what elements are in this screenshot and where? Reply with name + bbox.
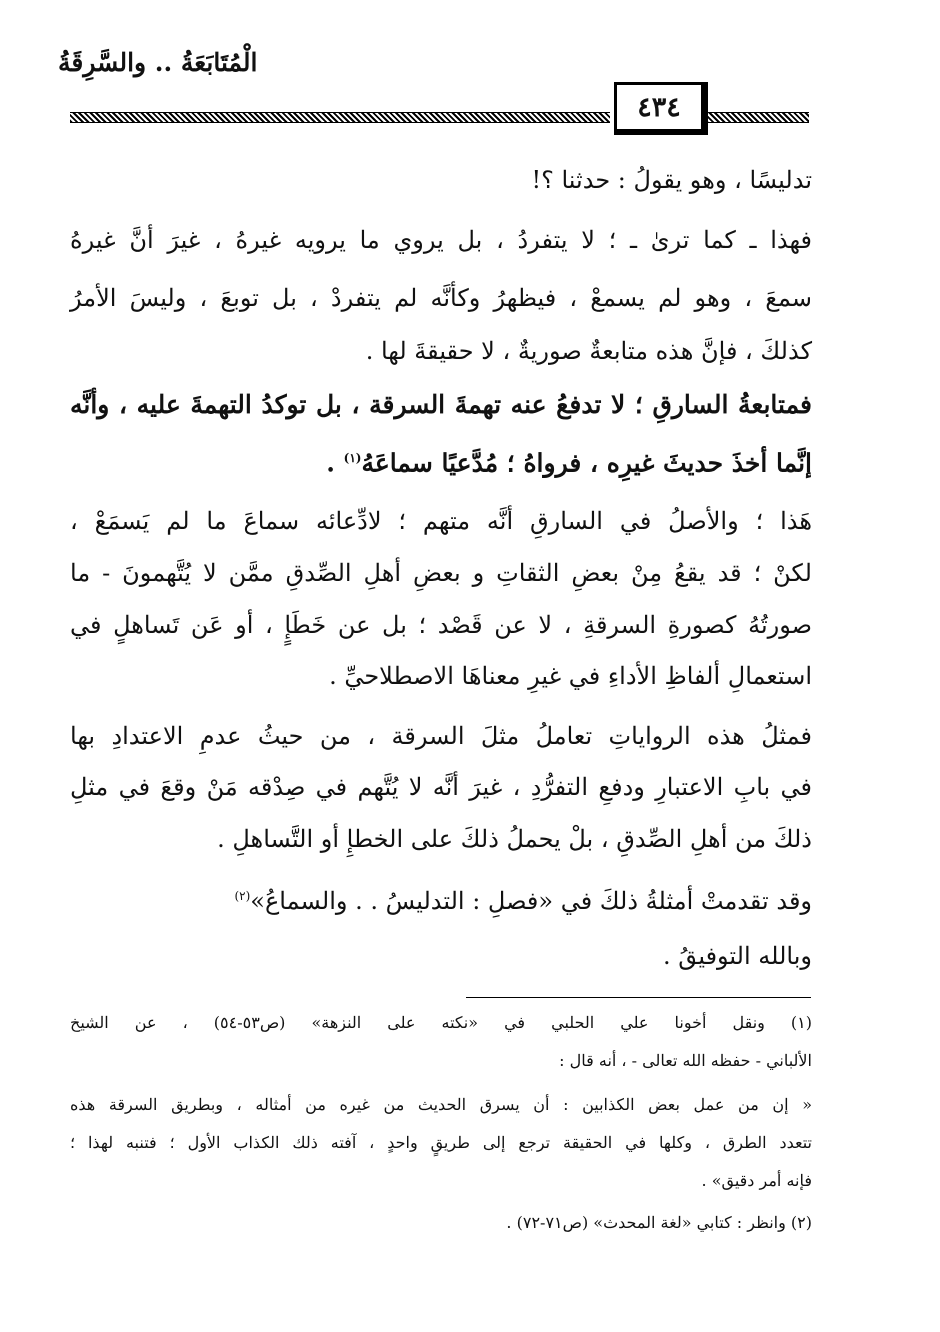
body-line: استعمالِ ألفاظِ الأداءِ في غيرِ معناهَا الاصطلاحيِّ .	[329, 662, 812, 690]
body-line: لكنْ ؛ قد يقعُ مِنْ بعضِ الثقاتِ و بعضِ أهلِ الصِّدقِ ممَّن لا يُتَّهمونَ - ما	[70, 559, 812, 587]
body-line-text: إنَّما أخذَ حديثَ غيرِه ، فرواهُ ؛ مُدَّعيًا سماعَهُ	[361, 448, 812, 478]
header-rule-left	[70, 112, 610, 123]
body-line: تدليسًا ، وهو يقولُ : حدثنا ؟!	[531, 166, 812, 194]
footnote-ref-2[interactable]: (٢)	[234, 889, 251, 903]
body-line	[70, 881, 812, 916]
body-line: فهذا ـ كما ترىٰ ـ ؛ لا يتفردُ ، بل يروي ما يرويه غيرهُ ، غيرَ أنَّ غيرهُ	[70, 226, 812, 254]
footnote-1-quote: تتعدد الطرق ، وكلها في الحقيقة ترجع إلى طريقٍ واحدٍ ، آفته ذلك الكذاب الأول ؛ فتنبه لهذا ؛	[70, 1133, 813, 1152]
body-line: كذلكَ ، فإنَّ هذه متابعةٌ صوريةٌ ، لا حقيقةَ لها .	[365, 337, 812, 365]
running-title: الْمُتَابَعَةُ .. والسَّرِقَةُ	[58, 48, 258, 77]
body-line: هَذا ؛ والأصلُ في السارقِ أنَّه متهم ؛ لادِّعائه سماعَ ما لم يَسمَعْ ،	[70, 507, 812, 535]
body-line: ذلكَ من أهلِ الصِّدقِ ، بلْ يحملُ ذلكَ على الخطإِ أو التَّساهلِ .	[217, 825, 812, 853]
footnote-1-quote: فإنه أمر دقيق» .	[701, 1171, 812, 1190]
body-line-bold	[70, 443, 812, 478]
footnote-1-line: الألباني - حفظه الله تعالى - ، أنه قال :	[559, 1051, 812, 1070]
body-line: صورتُهُ كصورةِ السرقةِ ، لا عن قَصْد ؛ بل عن خَطَإٍ ، أو عَن تَساهلٍ في	[70, 611, 812, 639]
body-line: فمثلُ هذه الرواياتِ تعاملُ مثلَ السرقة ، من حيثُ عدمِ الاعتدادِ بها	[70, 722, 812, 750]
footnote-1-quote: « إن من عمل بعض الكذابين : أن يسرق الحديث من غيره من أمثاله ، وبطريق السرقة هذه	[70, 1095, 812, 1114]
footnote-ref-1[interactable]: (١)	[343, 451, 362, 465]
body-line: سمعَ ، وهو لم يسمعْ ، فيظهرُ وكأنَّه لم يتفردْ ، بل توبعَ ، وليسَ الأمرُ	[70, 284, 812, 312]
body-line-bold: فمتابعةُ السارقِ ؛ لا تدفعُ عنه تهمةَ السرقة ، بل توكدُ التهمةَ عليه ، وأنَّه	[70, 390, 812, 419]
header-rule-right	[706, 112, 809, 123]
body-line: وبالله التوفيقُ .	[663, 942, 812, 970]
page-number-text: ٤٣٤	[637, 91, 681, 123]
footnote-1-line: (١) ونقل أخونا علي الحلبي في «نكته على النزهة» (ص٥٣-٥٤) ، عن الشيخ	[70, 1013, 813, 1032]
footnote-separator	[466, 997, 811, 998]
body-line: في بابِ الاعتبارِ ودفعِ التفرُّدِ ، غيرَ أنَّه لا يُتَّهم في صِدْقه مَنْ وقعَ في مثلِ	[70, 773, 812, 801]
line-end-mark: .	[326, 448, 344, 478]
body-line-text: وقد تقدمتْ أمثلةُ ذلكَ في «فصلِ : التدليسُ . . والسماعُ»	[250, 887, 812, 915]
page-number	[614, 82, 708, 135]
footnote-2: (٢) وانظر : كتابي «لغة المحدث» (ص٧١-٧٢) .	[506, 1213, 812, 1232]
